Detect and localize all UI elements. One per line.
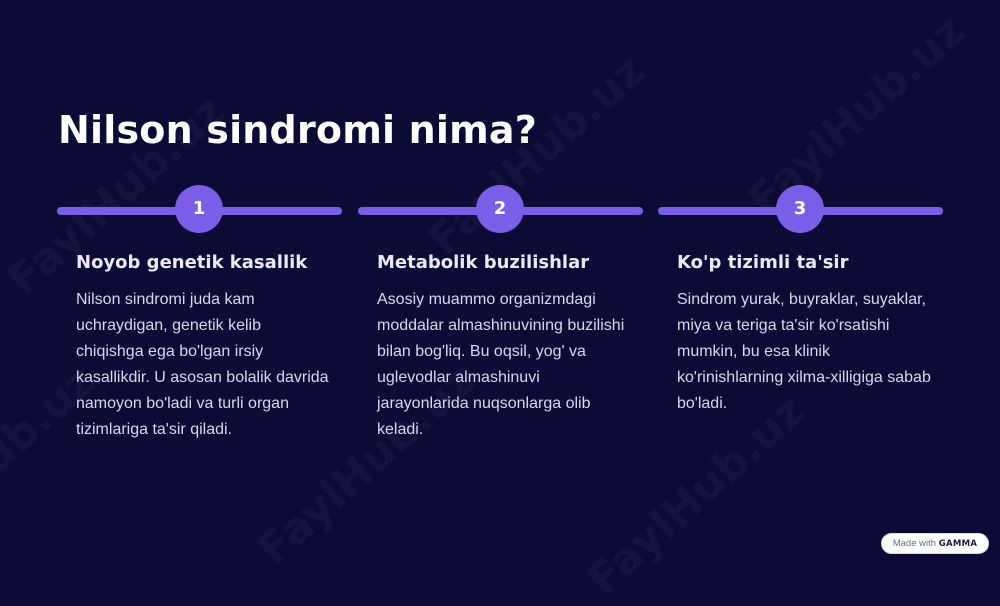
step-heading: Noyob genetik kasallik	[76, 252, 308, 273]
step-description: Sindrom yurak, buyraklar, suyaklar, miya va teriga ta'sir ko'rsatishi mumkin, bu esa klinik ko'rinishlarning xilma-xilligiga sabab bo'ladi.	[677, 291, 931, 412]
step-heading: Ko'p tizimli ta'sir	[677, 252, 849, 273]
step-number-badge: 1	[175, 185, 223, 233]
gamma-logo: GAMMA	[938, 539, 978, 549]
step-description: Asosiy muammo organizmdagi moddalar almashinuvining buzilishi bilan bog'liq. Bu oqsil, yog' va uglevodlar almashinuvi jarayonlarida nuqsonlarga olib keladi.	[377, 291, 625, 438]
step-description: Nilson sindromi juda kam uchraydigan, genetik kelib chiqishga ega bo'lgan irsiy kasallikdir. U asosan bolalik davrida namoyon bo'ladi va turli organ tizimlariga ta'sir qiladi.	[76, 291, 329, 438]
step-card-2	[358, 185, 643, 455]
step-number-badge: 2	[476, 185, 524, 233]
made-with-gamma-badge[interactable]	[881, 533, 989, 554]
badge-prefix: Made with	[892, 538, 937, 549]
step-number-badge: 3	[776, 185, 824, 233]
step-card-1	[57, 185, 342, 455]
step-heading: Metabolik buzilishlar	[377, 252, 590, 273]
step-card-3	[658, 185, 943, 455]
page-title: Nilson sindromi nima?	[58, 108, 538, 152]
